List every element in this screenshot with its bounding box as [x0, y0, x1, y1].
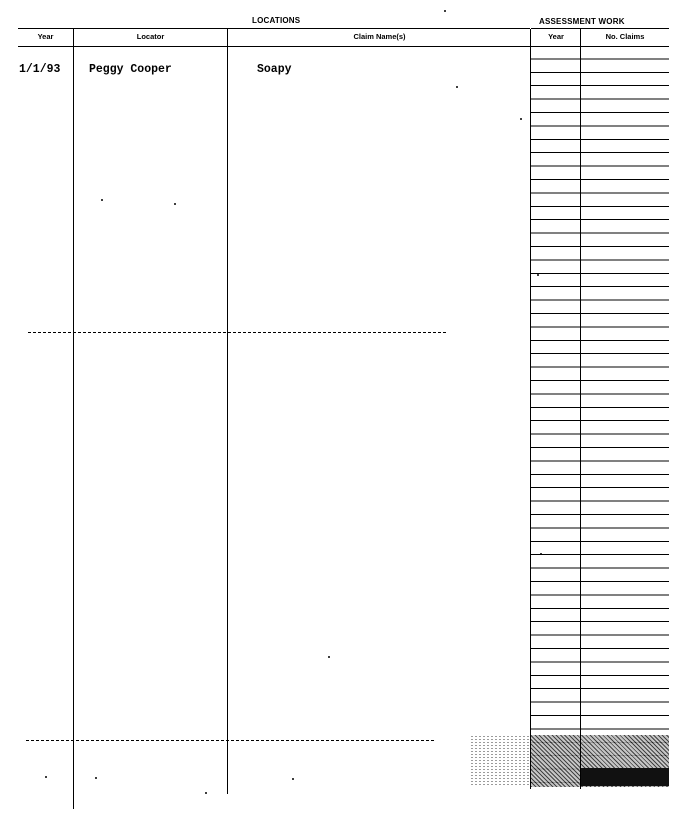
column-header-no-claims: No. Claims: [605, 32, 645, 41]
scan-noise-block-dark: [580, 768, 669, 786]
column-divider-locator: [227, 29, 228, 794]
entry-year: 1/1/93: [19, 63, 61, 76]
column-header-locator: Locator: [136, 32, 165, 41]
scan-speck: [205, 792, 207, 794]
scan-speck: [537, 274, 539, 276]
entry-claim-name: Soapy: [257, 63, 292, 76]
scan-speck: [456, 86, 458, 88]
scan-speck: [328, 656, 330, 658]
scan-noise: [470, 735, 530, 785]
scan-speck: [292, 778, 294, 780]
separator-line: [28, 332, 448, 333]
assessment-underline: [531, 28, 669, 29]
locations-group-label: LOCATIONS: [252, 16, 301, 25]
scan-speck: [520, 118, 522, 120]
scan-speck: [95, 777, 97, 779]
column-header-year: Year: [37, 32, 54, 41]
column-divider-claim-names: [530, 29, 531, 789]
column-header-claim-names: Claim Name(s): [353, 32, 406, 41]
scan-speck: [45, 776, 47, 778]
scan-speck: [444, 10, 446, 12]
column-divider-assessment-year: [580, 29, 581, 789]
assessment-ruled-lines: [531, 46, 669, 786]
column-header-assessment-year: Year: [548, 32, 564, 41]
assessment-work-group-label: ASSESSMENT WORK: [539, 17, 625, 26]
scan-speck: [101, 199, 103, 201]
scan-speck: [174, 203, 176, 205]
scan-speck: [540, 553, 542, 555]
column-divider-year: [73, 29, 74, 809]
separator-line: [26, 740, 436, 741]
entry-locator: Peggy Cooper: [89, 63, 172, 76]
locations-underline: [18, 28, 530, 29]
